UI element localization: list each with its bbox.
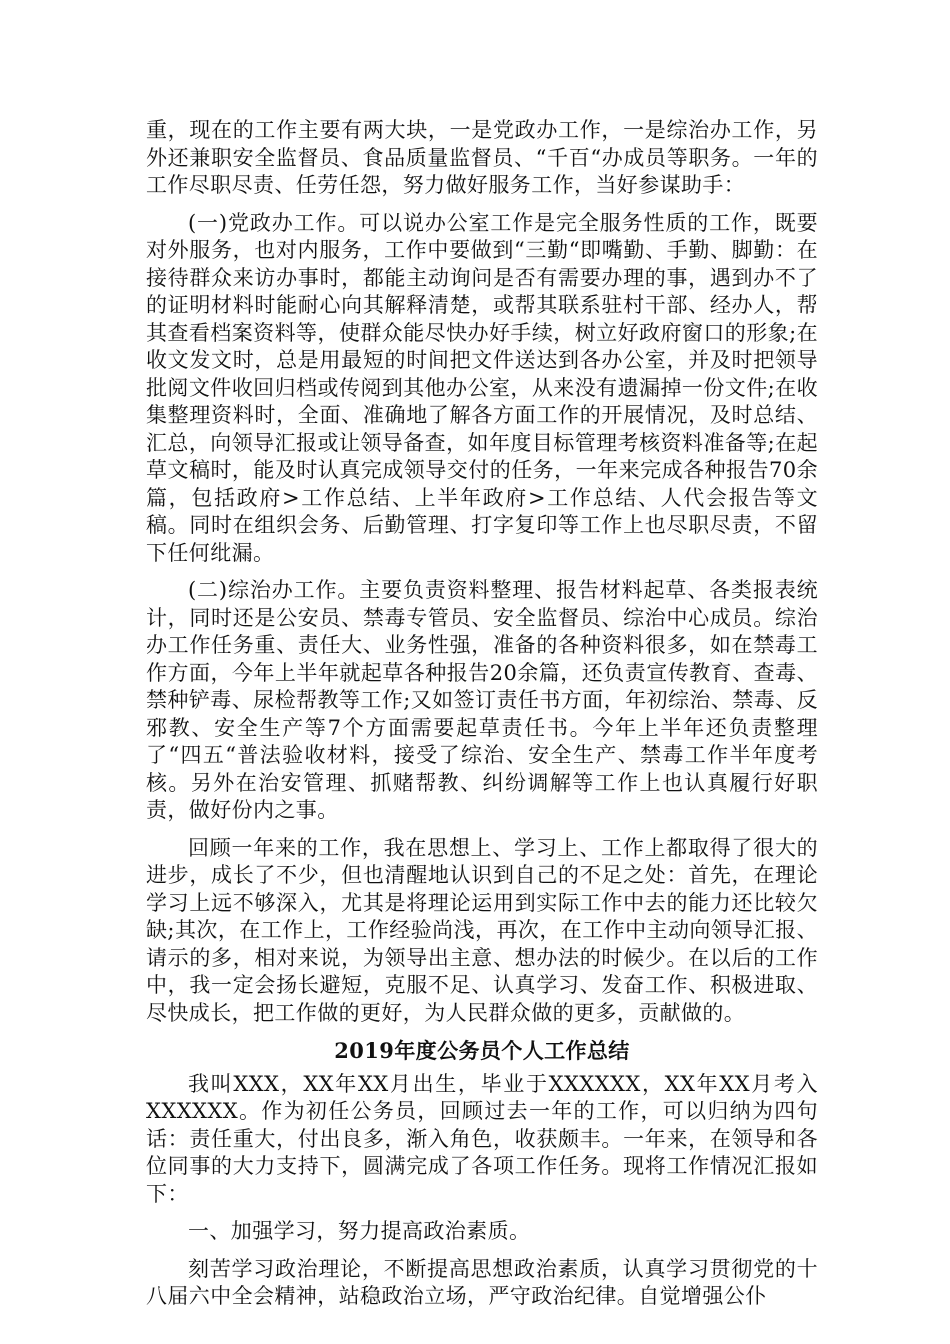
paragraph-comprehensive-office-work: (二)综治办工作。主要负责资料整理、报告材料起草、各类报表统计，同时还是公安员、禁毒专管员、安全监督员、综治中心成员。综治办工作任务重、责任大、业务性强，准备的各种资料很多，如在禁毒工作方面，今年上半年就起草各种报告20余篇，还负责宣传教育、查毒、禁种铲毒、尿检帮教等工作;又如签订责任书方面，年初综治、禁毒、反邪教、安全生产等7个方面需要起草责任书。今年上半年还负责整理了“四五“普法验收材料，接受了综治、安全生产、禁毒工作半年度考核。另外在治安管理、抓赌帮教、纠纷调解等工作上也认真履行好职责，做好份内之事。 <box>146 578 818 822</box>
paragraph-political-study: 刻苦学习政治理论，不断提高思想政治素质，认真学习贯彻党的十八届六中全会精神，站稳政治立场，严守政治纪律。自觉增强公仆 <box>146 1256 818 1308</box>
paragraph-self-introduction: 我叫XXX，XX年XX月出生，毕业于XXXXXX，XX年XX月考入XXXXXX。作为初任公务员，回顾过去一年的工作，可以归纳为四句话：责任重大，付出良多，渐入角色，收获颇丰。一年来，在领导和各位同事的大力支持下，圆满完成了各项工作任务。现将工作情况汇报如下： <box>146 1071 818 1206</box>
paragraph-review: 回顾一年来的工作，我在思想上、学习上、工作上都取得了很大的进步，成长了不少，但也清醒地认识到自己的不足之处：首先，在理论学习上远不够深入，尤其是将理论运用到实际工作中去的能力还比较欠缺;其次，在工作上，工作经验尚浅，再次，在工作中主动向领导汇报、请示的多，相对来说，为领导出主意、想办法的时候少。在以后的工作中，我一定会扬长避短，克服不足、认真学习、发奋工作、积极进取、尽快成长，把工作做的更好，为人民群众做的更多，贡献做的。 <box>146 835 818 1025</box>
paragraph-duties-intro: 重，现在的工作主要有两大块，一是党政办工作，一是综治办工作，另外还兼职安全监督员、食品质量监督员、“千百“办成员等职务。一年的工作尽职尽责、任劳任怨，努力做好服务工作，当好参谋助手： <box>146 118 818 197</box>
section-title: 2019年度公务员个人工作总结 <box>334 1038 630 1063</box>
subheading-study: 一、加强学习，努力提高政治素质。 <box>188 1219 531 1243</box>
paragraph-party-office-work: (一)党政办工作。可以说办公室工作是完全服务性质的工作，既要对外服务，也对内服务，工作中要做到“三勤“即嘴勤、手勤、脚勤：在接待群众来访办事时，都能主动询问是否有需要办理的事，遇到办不了的证明材料时能耐心向其解释清楚，或帮其联系驻村干部、经办人，帮其查看档案资料等，使群众能尽快办好手续，树立好政府窗口的形象;在收文发文时，总是用最短的时间把文件送达到各办公室，并及时把领导批阅文件收回归档或传阅到其他办公室，从来没有遗漏掉一份文件;在收集整理资料时，全面、准确地了解各方面工作的开展情况，及时总结、汇总，向领导汇报或让领导备查，如年度目标管理考核资料准备等;在起草文稿时，能及时认真完成领导交付的任务，一年来完成各种报告70余篇，包括政府>工作总结、上半年政府>工作总结、人代会报告等文稿。同时在组织会务、后勤管理、打字复印等工作上也尽职尽责，不留下任何纰漏。 <box>146 210 818 565</box>
document-page <box>146 117 818 1321</box>
